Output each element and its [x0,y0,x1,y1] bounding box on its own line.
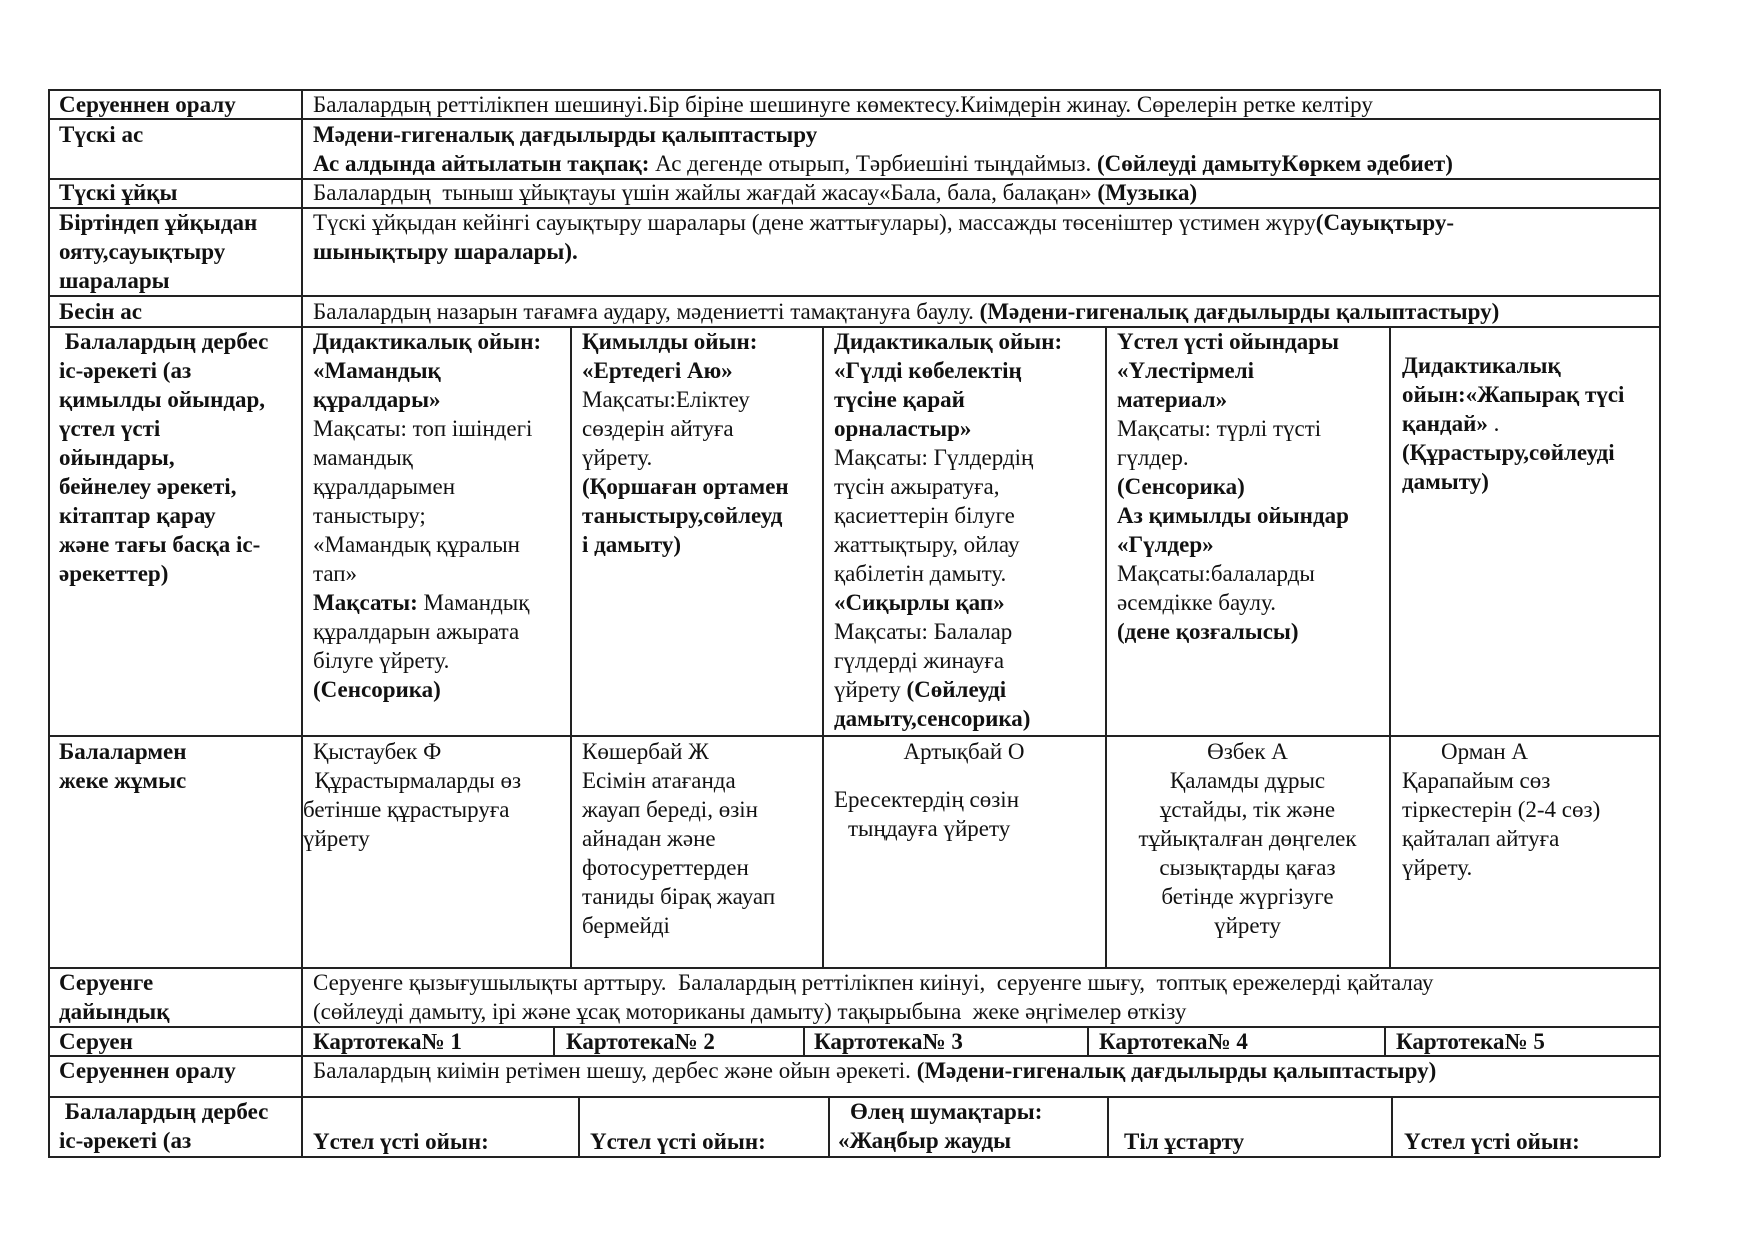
cell-line: жауап береді, өзін [582,797,758,822]
cell-line [313,472,455,501]
cell-text: Мақсаты: Балалар [834,619,1013,644]
cell-line [834,588,1005,617]
cell-text: і дамыту) [582,532,682,557]
col-border [1107,1096,1109,1156]
cell-line [834,617,1012,646]
label-line: Біртіндеп ұйқыдан [59,210,258,235]
cell-text: үйрету [834,677,907,702]
return-text: Балалардың реттілікпен шешинуі.Бір біріне шешинуге көмектесу.Киімдерін жинау. Сөрелерін ретке келтіру [313,92,1373,117]
cell-text: Қимылды ойын: [582,329,758,354]
col-border [570,326,572,967]
cell-text: таныстыру; [313,503,426,528]
cell-text: «Гүлдер» [1117,532,1214,557]
return2-tag: (Мәдени-гигеналық дағдылырды қалыптастыру) [916,1058,1437,1083]
cell-line: фотосуреттерден [582,855,749,880]
prep-text: Серуенге қызығушылықты арттыру. Балалардың реттілікпен киінуі, серуенге шығу, топтық ережелерді қайталау [313,970,1434,995]
cell-text: Үстел үсті ойындары [1117,329,1339,354]
cell-line [1402,438,1615,467]
child-name: Көшербай Ж [582,739,709,764]
cell-line: Құрастырмаларды өз [303,768,522,793]
cell-line: ұстайды, тік және [1159,797,1336,822]
cell-line [582,356,733,385]
cell-line [313,617,519,646]
cell-line: қайталап айтуға [1402,826,1560,851]
cell-text: материал» [1117,387,1228,412]
cell-line [313,646,449,675]
cell-text: «Үлестірмелі [1117,358,1255,383]
cell-text: үйрету. [582,445,653,470]
label-line: ояту,сауықтыру [59,239,226,264]
lunch-rhyme-label: Ас алдында айтылатын тақпақ: [313,151,650,176]
cell-line [1402,380,1624,409]
cell-text: қабілетін дамыту. [834,561,1007,586]
cell-line: үйрету [1214,913,1281,938]
card-index-1: Картотека№ 1 [313,1029,462,1054]
col-border [301,89,303,1157]
wake-text [313,208,1454,237]
wake-tag: (Сауықтыру- [1315,210,1454,235]
lunch-rhyme-text: Ас дегенде отырып, Тәрбиешіні тыңдаймыз. [649,151,1097,176]
label-line: іс-әрекеті (аз [59,1128,192,1153]
row-label-return: Серуеннен оралу [59,1058,236,1083]
nap-tag: (Музыка) [1097,180,1198,205]
cell-text: құралдарын ажырата [313,619,520,644]
cell-text: құралдарымен [313,474,455,499]
label-line: іс-әрекеті (аз [59,358,192,383]
cell-line [582,443,652,472]
cell-line [313,530,520,559]
cell-line: бетінше құрастыруға [303,797,510,822]
cell-line [313,327,541,356]
child-name: Артықбай О [903,739,1025,764]
label-line: Балалармен [59,739,187,764]
cell-text: «Мамандық құралын [313,532,520,557]
cell-line: тұйықталған дөңгелек [1138,826,1357,851]
col-border [1389,326,1391,967]
cell-text: Мақсаты: [313,590,418,615]
cell-text: Дидактикалық ойын: [313,329,542,354]
cell-line [313,356,441,385]
cell-text: Мақсаты: Гүлдердің [834,445,1034,470]
cell-text: сөздерін айтуға [582,416,734,441]
cell-line [1117,385,1227,414]
label-line: Балалардың дербес [59,1099,269,1124]
cell-text: (Сенсорика) [313,677,441,702]
cell-line: үйрету. [1402,855,1473,880]
label-line: және тағы басқа іс- [59,532,261,557]
cell-line [1117,530,1214,559]
cell-line [834,675,1006,704]
col-border [553,1026,555,1055]
label-line: кітаптар қарау [59,503,216,528]
row-label-lunch: Түскі ас [59,122,144,147]
cell-line [313,443,413,472]
cell-text: Дидактикалық [1402,353,1561,378]
cell-text: таныстыру,сөйлеуд [582,503,783,528]
cell-line: үйрету [303,826,370,851]
cell-line [313,588,529,617]
cell-line: тыңдауға үйрету [848,816,1011,841]
cell-line [582,414,734,443]
cell-text: тап» [313,561,358,586]
cell-text: (Қоршаған ортамен [582,474,789,499]
cell-line: айнадан және [582,826,716,851]
label-line: Балалардың дербес [59,329,269,354]
label-line: шаралары [59,268,170,293]
col-border [822,326,824,967]
cell-line [1117,588,1276,617]
cell-line [834,704,1030,733]
cell-text: білуге үйрету. [313,648,450,673]
cell-text: Мақсаты:балаларды [1117,561,1315,586]
wake-tag-cont: шынықтыру шаралары). [313,239,578,264]
col-border [1384,1026,1386,1055]
cell-text: Мақсаты: топ ішіндегі [313,416,533,441]
cell-line [834,472,1000,501]
label-line: ойындары, [59,445,175,470]
cell-line: Есімін атағанда [582,768,736,793]
child-name: Орман А [1441,739,1529,764]
cell-line [834,530,1019,559]
return2-text [313,1056,1436,1085]
card-index-2: Картотека№ 2 [566,1029,715,1054]
snack-description: Балалардың назарын тағамға аудару, мәдениетті тамақтануға баулу. [313,299,980,324]
label-line: дайындық [59,999,170,1024]
cell-line [582,501,782,530]
nap-text [313,178,1197,207]
activity2-cell-4: Тіл ұстарту [1124,1129,1245,1154]
cell-text: «Сиқырлы қап» [834,590,1005,615]
snack-text [313,297,1499,326]
cell-line [1402,351,1561,380]
cell-line [834,559,1006,588]
cell-line [834,385,965,414]
activity2-cell-5: Үстел үсті ойын: [1404,1129,1580,1154]
child-name: Өзбек А [1207,739,1288,764]
cell-line [1117,356,1254,385]
lunch-rhyme-tag: (Сөйлеуді дамытуКөркем әдебиет) [1097,151,1453,176]
cell-text: гүлдерді жинауға [834,648,1005,673]
activity2-cell-3-line: Өлең шумақтары: [850,1099,1043,1124]
card-index-5: Картотека№ 5 [1396,1029,1545,1054]
card-index-3: Картотека№ 3 [814,1029,963,1054]
cell-text-rest: Мамандық [417,590,530,615]
cell-line [1117,414,1321,443]
label-line: үстел үсті [59,416,161,441]
col-border [1087,1026,1089,1055]
cell-line [1117,327,1339,356]
col-border [578,1096,580,1156]
cell-text: орналастыр» [834,416,972,441]
row-border [48,1156,1660,1158]
cell-line [582,472,789,501]
col-border [48,89,50,1157]
cell-text: түсін ажыратуға, [834,474,1000,499]
activity2-cell-1: Үстел үсті ойын: [313,1129,489,1154]
cell-line [1117,472,1245,501]
cell-line [834,501,1015,530]
cell-line: тіркестерін (2-4 сөз) [1402,797,1601,822]
label-line: бейнелеу әрекеті, [59,474,237,499]
cell-text: ойын:«Жапырақ түсі [1402,382,1625,407]
cell-line [582,530,681,559]
lunch-rhyme [313,149,1453,178]
cell-line [313,559,357,588]
cell-text: әсемдікке баулу. [1117,590,1276,615]
cell-text: гүлдер. [1117,445,1189,470]
cell-text: мамандық [313,445,413,470]
label-line: жеке жұмыс [59,768,187,793]
cell-text: «Ертедегі Аю» [582,358,733,383]
cell-text: Мақсаты:Еліктеу [582,387,750,412]
cell-line [834,443,1033,472]
snack-tag: (Мәдени-гигеналық дағдылырды қалыптастыру) [979,299,1500,324]
cell-line [834,356,1022,385]
cell-text: Дидактикалық ойын: [834,329,1063,354]
cell-line: бетінде жүргізуге [1161,884,1334,909]
cell-text: құралдары» [313,387,441,412]
cell-line [313,385,441,414]
col-border [803,1026,805,1055]
cell-text-rest: . [1487,411,1500,436]
cell-text: қандай» [1402,411,1488,436]
cell-line [1117,559,1315,588]
cell-text: Мақсаты: түрлі түсті [1117,416,1322,441]
col-border [1391,1096,1393,1156]
cell-tag: (Сөйлеуді [906,677,1007,702]
cell-line [834,414,971,443]
cell-text: дамыту) [1402,469,1489,494]
row-label-snack: Бесін ас [59,299,143,324]
return2-description: Балалардың киімін ретімен шешу, дербес және ойын әрекеті. [313,1058,917,1083]
cell-text: түсіне қарай [834,387,965,412]
cell-text: жаттықтыру, ойлау [834,532,1020,557]
col-border [1659,89,1661,1157]
child-name: Қыстаубек Ф [313,739,442,764]
cell-line [1117,443,1189,472]
row-label-nap: Түскі ұйқы [59,180,178,205]
cell-line [582,327,757,356]
card-index-4: Картотека№ 4 [1099,1029,1248,1054]
cell-line: Қарапайым сөз [1402,768,1551,793]
prep-text-cont: (сөйлеуді дамыту, ірі және ұсақ моториканы дамыту) тақырыбына жеке әңгімелер өткізу [313,999,1187,1024]
cell-text: дамыту,сенсорика) [834,706,1031,731]
cell-line [1117,501,1349,530]
row-label-return: Серуеннен оралу [59,92,236,117]
cell-text: Аз қимылды ойындар [1117,503,1349,528]
cell-line [1402,409,1499,438]
activity2-cell-2: Үстел үсті ойын: [590,1129,766,1154]
label-line: әрекеттер) [59,561,169,586]
wake-description: Түскі ұйқыдан кейінгі сауықтыру шаралары (дене жаттығулары), массажды төсеніштер үстимен жүру [313,210,1316,235]
label-line: Серуенге [59,970,154,995]
col-border [828,1096,830,1156]
cell-text: (Сенсорика) [1117,474,1245,499]
cell-text: қасиеттерін білуге [834,503,1015,528]
cell-line: сызықтарды қағаз [1159,855,1336,880]
activity2-cell-3-line: «Жаңбыр жауды [838,1128,1012,1153]
cell-line: Ересектердің сөзін [834,787,1019,812]
cell-text: (дене қозғалысы) [1117,619,1299,644]
cell-line: бермейді [582,913,670,938]
lunch-heading: Мәдени-гигеналық дағдылырды қалыптастыру [313,122,818,147]
cell-line [313,501,426,530]
cell-line [313,675,441,704]
cell-line [834,646,1004,675]
cell-line: Қаламды дұрыс [1169,768,1326,793]
cell-line [1402,467,1489,496]
label-line: қимылды ойындар, [59,387,266,412]
cell-text: «Мамандық [313,358,441,383]
cell-line: таниды бірақ жауап [582,884,776,909]
cell-line [313,414,532,443]
cell-text: «Гүлді көбелектің [834,358,1022,383]
cell-text: (Құрастыру,сөйлеуді [1402,440,1615,465]
nap-description: Балалардың тыныш ұйықтауы үшін жайлы жағдай жасау«Бала, бала, балақан» [313,180,1098,205]
cell-line [582,385,750,414]
cell-line [834,327,1062,356]
cell-line [1117,617,1299,646]
row-label-walk: Серуен [59,1029,133,1054]
